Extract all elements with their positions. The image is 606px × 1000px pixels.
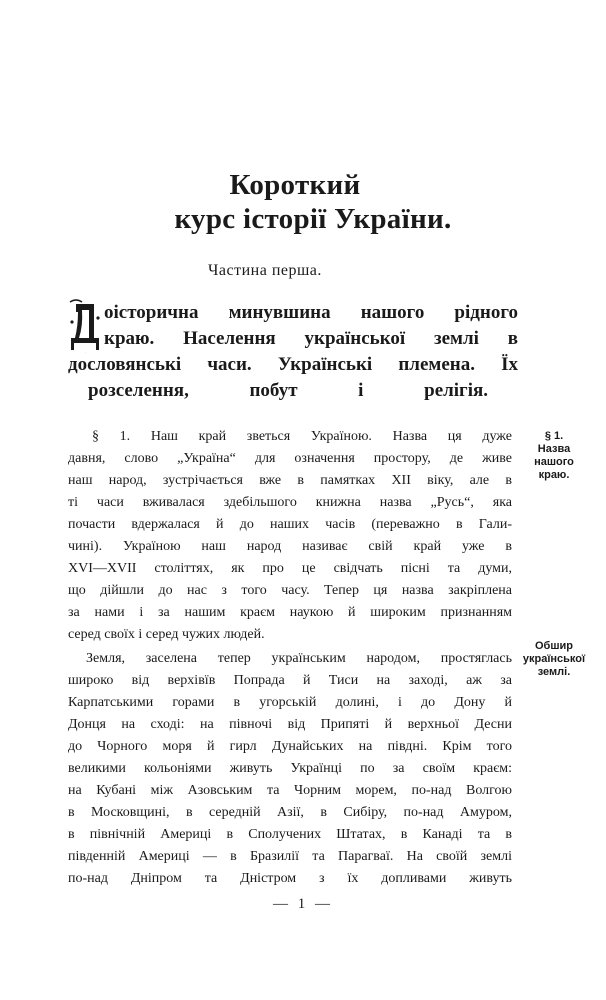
paragraph-1-line: за нами і за нашим краєм наукою й широким признанням bbox=[68, 605, 512, 620]
chapter-heading-line-4: розселення, побут і релігія. bbox=[88, 380, 488, 401]
paragraph-1-line: XVI—XVII століттях, як про це свідчать пісні та думи, bbox=[68, 561, 512, 576]
paragraph-2-line: широко від верхівїв Попрада й Тиси на заході, аж за bbox=[68, 673, 512, 688]
paragraph-1-line: ті часи вживалася здебільшого книжна назва „Русь“, яка bbox=[68, 495, 512, 510]
paragraph-1-line: чині). Україною наш народ називає свій край уже в bbox=[68, 539, 512, 554]
paragraph-2-line: Земля, заселена тепер українським народом, простяглась bbox=[86, 651, 512, 666]
margin-note-line: Назва нашого bbox=[534, 443, 574, 468]
margin-note-line: української bbox=[522, 653, 586, 665]
paragraph-2-line: південній Америці — в Бразилії та Парагваї. На своїй землі bbox=[68, 849, 512, 864]
paragraph-2-line: великими кольоніями живуть Українці по за своїм краєм: bbox=[68, 761, 512, 776]
chapter-heading-line-1: оісторична минувшина нашого рідного bbox=[104, 302, 518, 323]
margin-note-2 bbox=[517, 640, 591, 679]
paragraph-1-line: що дійшли до нас з того часу. Тепер ця назва закріплена bbox=[68, 583, 512, 598]
paragraph-1-line: серед своїх і серед чужих людей. bbox=[68, 627, 265, 642]
chapter-heading-line-2: краю. Населення української землі в bbox=[104, 328, 518, 349]
drop-cap bbox=[68, 298, 102, 354]
paragraph-2-line: на Кубані між Азовським та Чорним морем, по-над Волгою bbox=[68, 783, 512, 798]
margin-note-line: Обшир bbox=[534, 640, 573, 652]
paragraph-2-line: до Чорного моря й гирл Дунайських на півдні. Крім того bbox=[68, 739, 512, 754]
paragraph-2-line: в північній Америці в Сполучених Штатах, в Канаді та в bbox=[68, 827, 512, 842]
paragraph-1-line: § 1. Наш край зветься Україною. Назва ця дуже bbox=[92, 429, 512, 444]
paragraph-1-line: почасти вдержалася й до наших часів (переважно в Гали- bbox=[68, 517, 512, 532]
paragraph-1-line: давня, слово „Україна“ для означення простору, де живе bbox=[68, 451, 512, 466]
book-title-line-2: курс історії України. bbox=[174, 203, 452, 235]
page-number: — 1 — bbox=[273, 896, 333, 912]
margin-note-1 bbox=[517, 430, 591, 482]
margin-note-line: землі. bbox=[537, 666, 571, 678]
chapter-heading-line-3: дословянські часи. Українські племена. Їх bbox=[68, 354, 518, 375]
paragraph-2-line: в Московщині, в середній Азії, в Сибіру, по-над Амуром, bbox=[68, 805, 512, 820]
paragraph-2-line: Карпатськими горами в угорській долині, і до Дону й bbox=[68, 695, 512, 710]
part-heading: Частина перша. bbox=[208, 262, 322, 279]
paragraph-2-line: по-над Дніпром та Дністром з їх допливами живуть bbox=[68, 871, 512, 886]
drop-cap-letter: Д bbox=[85, 353, 86, 354]
book-title-line-1: Короткий bbox=[229, 169, 361, 201]
paragraph-2-line: Донця на сході: на півночі від Припяті й верхньої Десни bbox=[68, 717, 512, 732]
margin-note-line: § 1. bbox=[544, 430, 564, 442]
paragraph-1-line: наш народ, зустрічається вже в памятках XII віку, але в bbox=[68, 473, 512, 488]
margin-note-line: краю. bbox=[538, 469, 570, 481]
